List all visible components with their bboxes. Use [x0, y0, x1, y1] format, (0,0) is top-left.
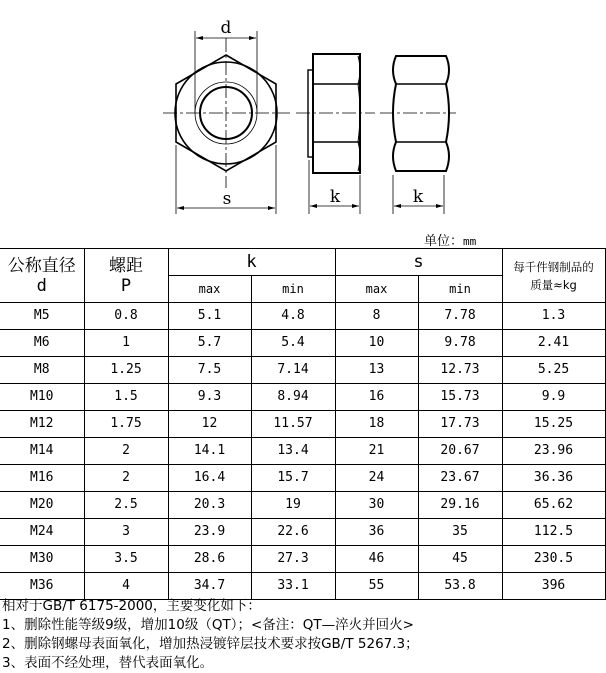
cell-d: M6	[0, 330, 84, 357]
cell-p: 4	[84, 573, 168, 600]
note-line: 3、表面不经处理，替代表面氧化。	[2, 655, 214, 671]
cell-s-max: 8	[335, 303, 418, 330]
cell-s-max: 10	[335, 330, 418, 357]
cell-s-max: 21	[335, 438, 418, 465]
header-symbol: d	[36, 275, 47, 296]
header-s-max: max	[335, 276, 418, 303]
cell-s-min: 12.73	[418, 357, 502, 384]
cell-s-max: 30	[335, 492, 418, 519]
note-line: 2、删除钢螺母表面氧化，增加热浸镀锌层技术要求按GB/T 5267.3；	[2, 636, 419, 652]
table-row	[0, 384, 605, 411]
cell-p: 2	[84, 438, 168, 465]
header-nominal-diameter	[0, 249, 84, 303]
cell-s-min: 45	[418, 546, 502, 573]
cell-d: M10	[0, 384, 84, 411]
cell-s-max: 36	[335, 519, 418, 546]
cell-mass: 396	[502, 573, 605, 600]
cell-d: M8	[0, 357, 84, 384]
header-k: k	[168, 249, 335, 276]
cell-d: M12	[0, 411, 84, 438]
header-row	[0, 249, 605, 276]
unit-label	[424, 230, 476, 249]
cell-k-max: 20.3	[168, 492, 251, 519]
cell-p: 1.5	[84, 384, 168, 411]
table-row	[0, 573, 605, 600]
cell-d: M5	[0, 303, 84, 330]
cell-k-min: 27.3	[251, 546, 335, 573]
cell-mass: 9.9	[502, 384, 605, 411]
table-row	[0, 357, 605, 384]
cell-k-min: 5.4	[251, 330, 335, 357]
cell-p: 0.8	[84, 303, 168, 330]
cell-d: M14	[0, 438, 84, 465]
cell-mass: 230.5	[502, 546, 605, 573]
cell-mass: 65.62	[502, 492, 605, 519]
cell-p: 2.5	[84, 492, 168, 519]
cell-s-max: 24	[335, 465, 418, 492]
cell-k-min: 33.1	[251, 573, 335, 600]
table-row	[0, 438, 605, 465]
cell-p: 2	[84, 465, 168, 492]
header-symbol: P	[120, 275, 132, 296]
cell-k-min: 13.4	[251, 438, 335, 465]
cell-k-min: 22.6	[251, 519, 335, 546]
cell-k-min: 8.94	[251, 384, 335, 411]
cell-p: 3	[84, 519, 168, 546]
header-pitch	[84, 249, 168, 303]
cell-k-min: 4.8	[251, 303, 335, 330]
cell-s-min: 15.73	[418, 384, 502, 411]
cell-k-max: 9.3	[168, 384, 251, 411]
note-line: 1、删除性能等级9级，增加10级（QT）；<备注：QT—淬火并回火>	[2, 617, 414, 633]
hex-nut-drawing	[0, 0, 606, 225]
cell-s-max: 46	[335, 546, 418, 573]
dim-label-k: k	[329, 187, 341, 207]
cell-s-max: 18	[335, 411, 418, 438]
cell-p: 1.25	[84, 357, 168, 384]
cell-d: M20	[0, 492, 84, 519]
cell-s-min: 35	[418, 519, 502, 546]
cell-k-max: 34.7	[168, 573, 251, 600]
cell-k-max: 7.5	[168, 357, 251, 384]
table-row	[0, 303, 605, 330]
table-row	[0, 546, 605, 573]
cell-k-min: 11.57	[251, 411, 335, 438]
cell-s-min: 20.67	[418, 438, 502, 465]
note-line: 相对于GB/T 6175-2000，主要变化如下：	[2, 598, 261, 614]
header-k-min: min	[251, 276, 335, 303]
cell-s-max: 16	[335, 384, 418, 411]
cell-s-min: 29.16	[418, 492, 502, 519]
cell-s-min: 23.67	[418, 465, 502, 492]
header-k-max: max	[168, 276, 251, 303]
cell-k-max: 5.1	[168, 303, 251, 330]
cell-s-max: 55	[335, 573, 418, 600]
unit-value: mm	[463, 235, 477, 248]
header-text: 公称直径	[7, 255, 76, 276]
cell-d: M16	[0, 465, 84, 492]
cell-k-min: 7.14	[251, 357, 335, 384]
cell-k-max: 16.4	[168, 465, 251, 492]
cell-p: 1.75	[84, 411, 168, 438]
dim-label-k: k	[412, 187, 424, 207]
cell-k-max: 5.7	[168, 330, 251, 357]
header-s: s	[335, 249, 502, 276]
table-row	[0, 465, 605, 492]
table-row	[0, 330, 605, 357]
cell-d: M30	[0, 546, 84, 573]
cell-p: 1	[84, 330, 168, 357]
cell-k-max: 14.1	[168, 438, 251, 465]
cell-mass: 36.36	[502, 465, 605, 492]
cell-k-min: 15.7	[251, 465, 335, 492]
cell-p: 3.5	[84, 546, 168, 573]
cell-s-min: 9.78	[418, 330, 502, 357]
cell-mass: 15.25	[502, 411, 605, 438]
nut-dimensions-table	[0, 248, 606, 600]
dim-label-s: s	[222, 189, 232, 209]
cell-k-max: 23.9	[168, 519, 251, 546]
cell-mass: 23.96	[502, 438, 605, 465]
header-text: 螺距	[109, 255, 143, 276]
cell-s-min: 17.73	[418, 411, 502, 438]
header-text: 质量≈kg	[530, 277, 577, 292]
cell-mass: 5.25	[502, 357, 605, 384]
cell-d: M24	[0, 519, 84, 546]
unit-caption: 单位：	[424, 234, 464, 249]
cell-d: M36	[0, 573, 84, 600]
notes	[2, 597, 419, 673]
header-s-min: min	[418, 276, 502, 303]
cell-s-min: 7.78	[418, 303, 502, 330]
header-text: 每千件钢制品的	[513, 259, 594, 274]
cell-s-max: 13	[335, 357, 418, 384]
cell-mass: 112.5	[502, 519, 605, 546]
table-row	[0, 411, 605, 438]
cell-k-max: 12	[168, 411, 251, 438]
dim-label-d: d	[220, 18, 232, 38]
table-row	[0, 519, 605, 546]
header-mass	[502, 249, 605, 303]
table-row	[0, 492, 605, 519]
cell-k-max: 28.6	[168, 546, 251, 573]
cell-s-min: 53.8	[418, 573, 502, 600]
cell-mass: 1.3	[502, 303, 605, 330]
cell-mass: 2.41	[502, 330, 605, 357]
cell-k-min: 19	[251, 492, 335, 519]
